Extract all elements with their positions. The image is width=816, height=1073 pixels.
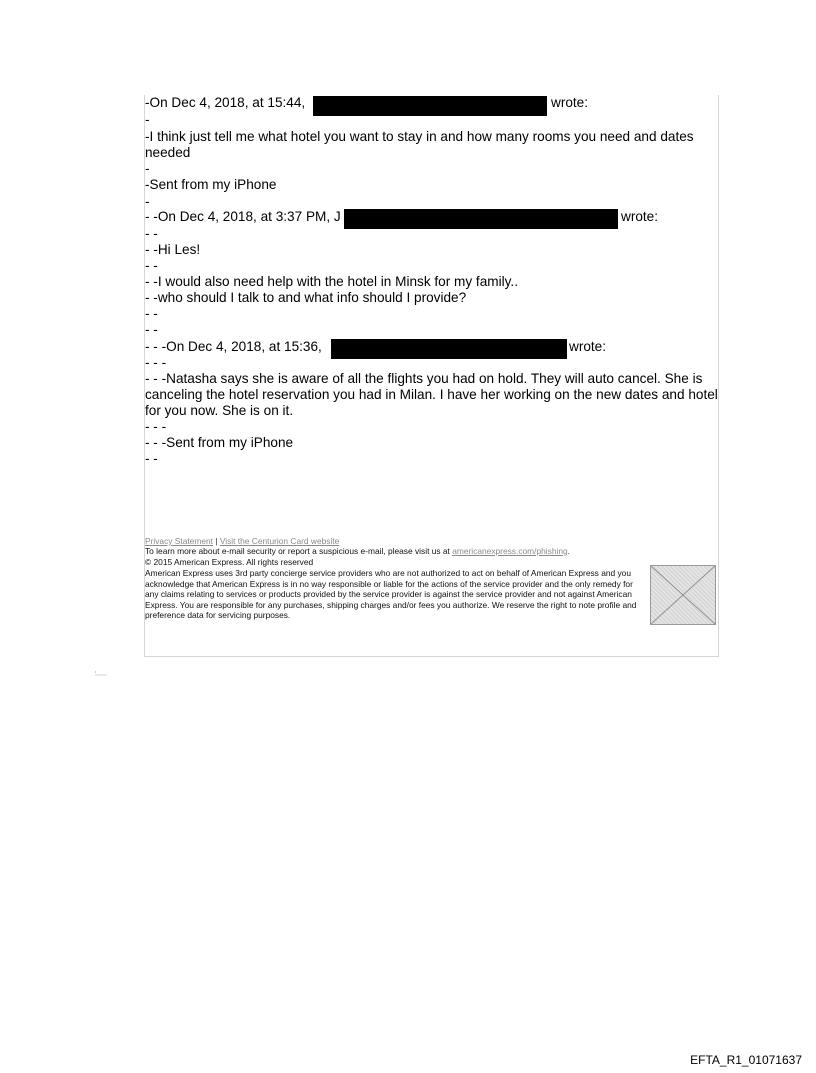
redaction-bar (313, 96, 547, 116)
message-paragraph: - - -Natasha says she is aware of all the flights you had on hold. They will auto cancel. She is canceling the hotel reservation you had in Milan. I have her working on the new dates and hotel for you now. She is on it. (145, 371, 718, 418)
broken-image-icon (650, 565, 716, 625)
quote-header-2-suffix: wrote: (621, 209, 659, 224)
quote-dash: - - (145, 322, 158, 337)
quote-header-3-suffix: wrote: (569, 339, 607, 354)
copyright-notice: © 2015 American Express. All rights reserved (145, 557, 314, 567)
security-period: . (567, 546, 570, 556)
redaction-bar (331, 339, 567, 359)
message-greeting: - -Hi Les! (145, 242, 201, 257)
quote-header-1-suffix: wrote: (551, 95, 589, 110)
quote-header-2-partial: J (333, 209, 341, 224)
quote-header-1 (145, 95, 305, 111)
security-text: To learn more about e-mail security or report a suspicious e-mail, please visit us at (145, 546, 450, 556)
redaction-bar (344, 209, 618, 229)
message-line: - -who should I talk to and what info should I provide? (145, 290, 467, 305)
signature-line: - - -Sent from my iPhone (145, 435, 294, 450)
message-paragraph: -I think just tell me what hotel you want to stay in and how many rooms you need and dates needed (145, 129, 694, 160)
quote-header-1-prefix: -On Dec 4, 2018, at 15:44, (145, 95, 306, 110)
quote-dash: - - (145, 451, 158, 466)
quote-dash: - - (145, 226, 158, 241)
scan-artifact-icon (94, 671, 108, 677)
signature-line: -Sent from my iPhone (145, 177, 277, 192)
quote-dash: - (145, 112, 150, 127)
quote-header-3-prefix: - - -On Dec 4, 2018, at 15:36, (145, 339, 322, 354)
footer-links (145, 536, 645, 547)
quote-header-3 (145, 339, 322, 355)
quote-header-2 (145, 209, 341, 225)
image-placeholder-x-icon (651, 566, 715, 624)
quote-dash: - - - (145, 355, 167, 370)
centurion-card-link[interactable]: Visit the Centurion Card website (219, 536, 340, 546)
message-line: - -I would also need help with the hotel in Minsk for my family.. (145, 274, 518, 289)
security-notice (145, 546, 650, 557)
concierge-disclaimer: American Express uses 3rd party concierge service providers who are not authorized to act on behalf of American Express and you acknowledge that American Express is in no way responsible or liable for the actions of the service provider and the only remedy for any claims relating to services or products provided by the service provider is against the service provider and not against American Express. You are responsible for any purchases, shipping charges and/or fees you authorize. We reserve the right to note profile and preference data for servicing purposes. (145, 568, 637, 620)
quote-dash: - - - (145, 419, 167, 434)
quote-dash: - - (145, 306, 158, 321)
phishing-link[interactable]: americanexpress.com/phishing (452, 546, 568, 556)
quote-header-2-prefix: - -On Dec 4, 2018, at 3:37 PM, (145, 209, 331, 224)
link-separator: | (215, 536, 218, 546)
privacy-statement-link[interactable]: Privacy Statement (145, 536, 213, 546)
document-id: EFTA_R1_01071637 (690, 1053, 802, 1067)
quote-dash: - (145, 194, 150, 209)
quote-dash: - (145, 161, 150, 176)
quote-dash: - - (145, 258, 158, 273)
